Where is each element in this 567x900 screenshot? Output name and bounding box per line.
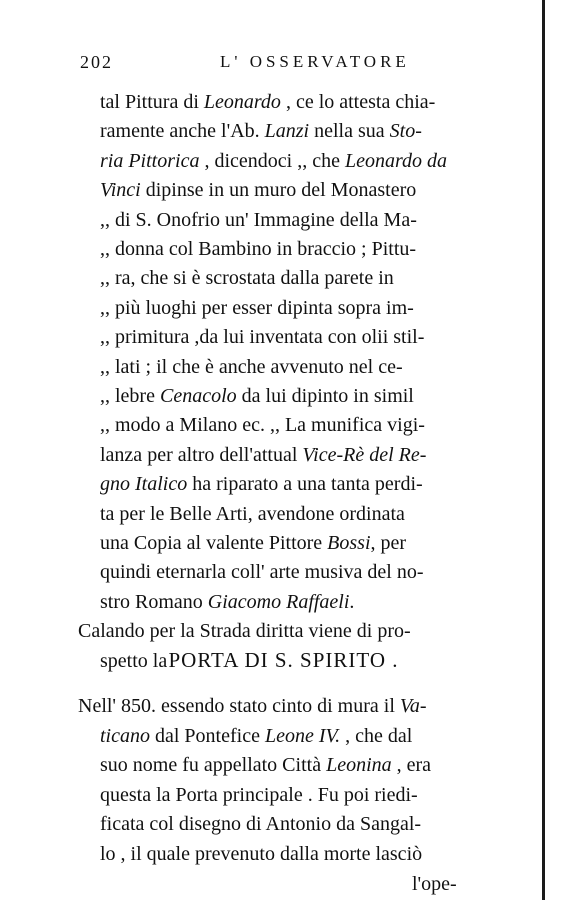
text-segment: l'ope- <box>412 872 457 895</box>
text-line <box>100 411 425 440</box>
text-segment: ha riparato a una tanta perdi- <box>187 473 423 496</box>
page-number: 202 <box>80 52 113 72</box>
italic-segment: Bossi <box>327 532 371 554</box>
text-line <box>100 235 416 264</box>
running-head <box>80 52 510 78</box>
italic-segment: Cenacolo <box>159 385 237 407</box>
italic-segment: Vinci <box>100 179 141 202</box>
text-line <box>100 500 405 529</box>
text-segment: da lui dipinto in simil <box>236 385 414 407</box>
text-line <box>412 870 457 899</box>
text-segment: ,, donna col Bambino in braccio ; Pittu- <box>100 238 417 260</box>
text-segment: Calando per la Strada diritta viene di pro- <box>78 620 411 643</box>
text-segment: , era <box>391 754 432 777</box>
text-segment: , dicendoci ,, che <box>199 149 345 172</box>
italic-segment: Leonardo <box>203 91 281 113</box>
text-line <box>100 88 435 117</box>
italic-segment: Giacomo Raffaeli <box>207 590 350 613</box>
italic-segment: Sto- <box>389 120 422 143</box>
italic-segment: Leonardo da <box>344 149 447 172</box>
text-segment: dipinse in un muro del Monastero <box>140 179 417 202</box>
text-line <box>100 441 426 470</box>
italic-segment: ria Pittorica <box>100 149 200 172</box>
text-segment: questa la Porta principale . Fu poi riedi- <box>100 783 418 806</box>
text-segment: ramente anche l'Ab. <box>100 120 265 143</box>
text-line <box>100 529 406 558</box>
italic-segment: Leonina <box>326 754 392 777</box>
text-segment: ,, lebre <box>100 385 160 407</box>
text-segment: quindi eternarla coll' arte musiva del no- <box>100 561 424 584</box>
text-segment: ,, primitura ,da lui inventata con olii stil- <box>100 326 425 349</box>
text-line <box>78 617 411 646</box>
text-line <box>100 117 422 146</box>
italic-segment: Va- <box>399 695 427 717</box>
italic-segment: Leone IV. <box>264 724 341 747</box>
italic-segment: ticano <box>100 724 150 747</box>
text-segment: lo , il quale prevenuto dalla morte lasciò <box>100 843 423 865</box>
text-segment: stro Romano <box>100 590 208 613</box>
text-line <box>100 558 424 587</box>
text-segment: , che dal <box>340 724 413 747</box>
italic-segment: Lanzi <box>264 120 310 143</box>
text-segment: spetto la <box>100 649 168 672</box>
text-segment: , per <box>370 532 407 554</box>
text-line <box>100 382 414 411</box>
text-segment: , ce lo attesta chia- <box>280 91 436 113</box>
text-segment: lanza per altro dell'attual <box>100 443 303 466</box>
text-segment: ,, modo a Milano ec. ,, La munifica vigi- <box>100 414 425 437</box>
text-line <box>100 176 416 205</box>
text-line <box>100 147 447 176</box>
text-line <box>100 588 354 617</box>
italic-segment: Vice-Rè del Re- <box>302 443 427 466</box>
text-segment: ficata col disegno di Antonio da Sangal- <box>100 813 422 836</box>
text-line <box>100 722 412 751</box>
text-segment: ta per le Belle Arti, avendone ordinata <box>100 502 405 525</box>
text-segment: dal Pontefice <box>150 724 265 747</box>
text-line <box>100 840 422 869</box>
text-line <box>100 470 423 499</box>
text-line <box>100 810 421 839</box>
text-segment: tal Pittura di <box>100 91 204 113</box>
text-line <box>78 692 427 721</box>
text-line <box>100 206 417 235</box>
text-line <box>100 751 431 780</box>
text-segment: suo nome fu appellato Città <box>100 754 327 777</box>
text-line <box>100 264 394 293</box>
text-segment: ,, ra, che si è scrostata dalla parete in <box>100 267 394 290</box>
section-heading: PORTA DI S. SPIRITO . <box>168 648 399 672</box>
page-edge-rule <box>542 0 545 900</box>
italic-segment: gno Italico <box>100 473 188 496</box>
text-segment: nella sua <box>309 120 390 143</box>
text-line <box>100 294 414 323</box>
text-segment: una Copia al valente Pittore <box>100 532 328 554</box>
text-segment: . <box>349 590 355 613</box>
text-line <box>100 781 418 810</box>
text-segment: Nell' 850. essendo stato cinto di mura il <box>78 695 400 717</box>
text-line <box>100 353 403 382</box>
text-segment: ,, più luoghi per esser dipinta sopra im- <box>100 296 414 319</box>
text-line <box>100 323 424 352</box>
header-title: L' OSSERVATORE <box>220 52 410 71</box>
text-segment: ,, lati ; il che è anche avvenuto nel ce- <box>100 355 403 378</box>
text-segment: ,, di S. Onofrio un' Immagine della Ma- <box>100 208 417 231</box>
